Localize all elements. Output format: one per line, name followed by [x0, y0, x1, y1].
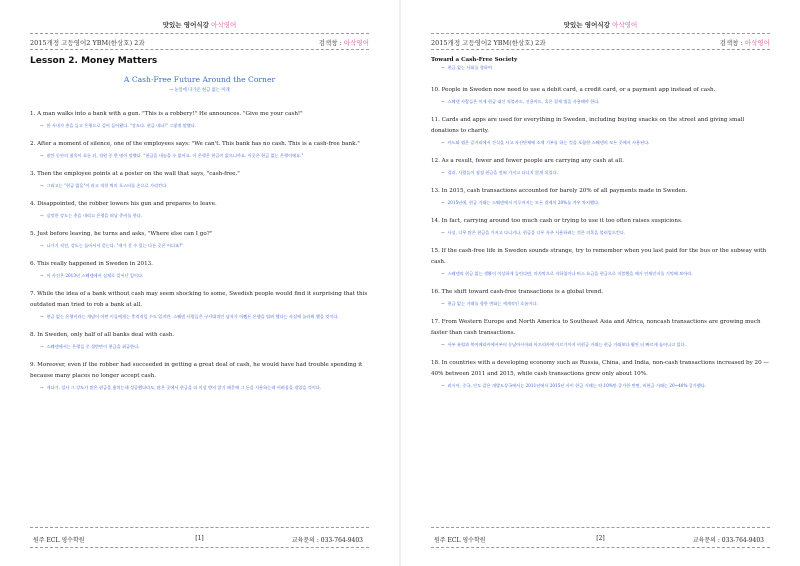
- page-2-content: [431, 54, 770, 389]
- page-1-content: [30, 54, 369, 391]
- korean-translation: [431, 98, 770, 105]
- sentence-item: [431, 115, 770, 146]
- article-title: A Cash-Free Future Around the Corner: [123, 75, 276, 84]
- korean-translation: [431, 199, 770, 206]
- footer-bottom-rule: [30, 547, 369, 548]
- editor-name: 아삭영어: [343, 39, 369, 47]
- english-sentence: 12. As a result, fewer and fewer people are carrying any cash at all.: [431, 158, 624, 164]
- header-bottom-rule: [30, 49, 369, 50]
- korean-translation: [431, 169, 770, 176]
- translation-text: 이 사건은 2013년 스웨덴에서 실제로 일어난 일이다.: [46, 273, 144, 278]
- header-top-rule: [30, 33, 369, 34]
- sentence-item: [431, 186, 770, 206]
- translation-text: 한 사내가 총을 들고 은행으로 걸어 들어왔다. "강도다. 현금 내놔!" 그렇게 말했다.: [46, 123, 197, 128]
- translation-text: 현금 없는 거래를 향한 변화는 세계적인 흐름이다.: [447, 301, 538, 306]
- sentence-item: [431, 358, 770, 389]
- english-sentence: 3. Then the employee points at a poster on the wall that says, "cash-free.": [30, 171, 240, 177]
- english-sentence: 1. A man walks into a bank with a gun. "This is a robbery!" He announces. "Give me your cash!": [30, 111, 303, 117]
- arrow-icon: →: [441, 65, 445, 70]
- english-sentence: 10. People in Sweden now need to use a debit card, a credit card, or a payment app instead of cash.: [431, 87, 716, 93]
- footer-bottom-rule: [431, 547, 770, 548]
- english-sentence: 13. In 2015, cash transactions accounted for barely 20% of all payments made in Sweden.: [431, 188, 688, 194]
- sentence-item: [30, 330, 369, 350]
- section-subtitle: → 현금 없는 사회를 향하여: [441, 65, 492, 70]
- editor-name: 아삭영어: [744, 39, 770, 47]
- arrow-icon: →: [441, 342, 445, 347]
- translation-text: 스웨덴에서는 은행들 중 절반만이 현금을 취급한다.: [46, 344, 140, 349]
- article-subtitle: → 눈앞에 다가온 현금 없는 미래: [169, 88, 230, 93]
- translation-text: 카드와 앱은 길거리에서 간식을 사고 자선단체에 소액 기부를 하는 것을 포함한 스웨덴의 모든 곳에서 사용된다.: [447, 140, 650, 145]
- korean-translation: [30, 152, 369, 159]
- korean-translation: [30, 384, 369, 391]
- korean-translation: [30, 272, 369, 279]
- footer-top-rule: [30, 527, 369, 528]
- sentence-item: [30, 259, 369, 279]
- korean-translation: [30, 313, 369, 320]
- arrow-icon: →: [441, 200, 445, 205]
- korean-translation: [431, 270, 770, 277]
- arrow-icon: →: [40, 344, 44, 349]
- footer-contact: 교육문의 : 033-764-9403: [692, 537, 764, 544]
- korean-translation: [431, 229, 770, 236]
- translation-text: 사실, 너무 많은 현금을 가지고 다니거나, 현금을 너무 자주 사용하려는 것은 의혹을 불러일으킨다.: [447, 230, 626, 235]
- english-sentence: 14. In fact, carrying around too much cash or trying to use it too often raises suspicions.: [431, 218, 683, 224]
- footer-page-number: [2]: [596, 535, 605, 542]
- english-sentence: 7. While the idea of a bank without cash may seem shocking to some, Swedish people would find it surprising that this outdated man tried to rob a bank at all.: [30, 291, 368, 308]
- arrow-icon: →: [40, 314, 44, 319]
- sentence-item: [431, 156, 770, 176]
- brand-header: [401, 20, 800, 29]
- korean-translation: [30, 122, 369, 129]
- editor-label: 검색창 :: [318, 39, 342, 47]
- arrow-icon: →: [40, 385, 44, 390]
- korean-translation: [431, 341, 770, 348]
- translation-text: 2015년에, 현금 거래는 스웨덴에서 이루어지는 모든 결제의 20%를 겨우 차지했다.: [447, 200, 600, 205]
- footer-page-number: [1]: [195, 535, 204, 542]
- course-title: 2015개정 고등영어2 YBM(한상호) 2과: [431, 39, 546, 47]
- footer-academy: 원주 ECL 영수학원: [33, 537, 85, 544]
- brand-prefix: 맛있는 영어식강: [563, 21, 610, 29]
- page-2: [401, 0, 800, 566]
- korean-translation: [30, 182, 369, 189]
- sentence-item: [30, 289, 369, 320]
- sentence-item: [431, 317, 770, 348]
- page-footer: [30, 535, 369, 544]
- translation-text: 게다가, 설사 그 강도가 많은 현금을 훔치는데 성공했더라도, 많은 곳에서 현금을 더 이상 받지 않기 때문에 그 돈을 사용하는데 어려움을 겪었을 것이다.: [46, 385, 322, 390]
- header-top-rule: [431, 33, 770, 34]
- translation-text: 스웨덴의 현금 없는 생활이 이상하게 들린다면, 마지막으로 지하철이나 버스 요금을 현금으로 지불했을 때가 언제인지를 기억해 보아라.: [447, 271, 693, 276]
- brand-accent: 아삭영어: [612, 21, 638, 29]
- english-sentence: 4. Disappointed, the robber lowers his gun and prepares to leave.: [30, 201, 217, 207]
- english-sentence: 6. This really happened in Sweden in 2013.: [30, 261, 153, 267]
- arrow-icon: →: [441, 383, 445, 388]
- page-1: [0, 0, 399, 566]
- sentence-item: [431, 216, 770, 236]
- translation-text: 잠깐 동안의 침묵이 흐른 뒤, 직원 중 한 명이 말했다. "현금을 내놓을 수 없어요. 이 은행은 현금이 없으니까요. 이곳은 현금 없는 은행이에요.": [46, 153, 304, 158]
- footer-academy: 원주 ECL 영수학원: [434, 537, 486, 544]
- arrow-icon: →: [40, 243, 44, 248]
- translation-text: 나가기 직전, 강도는 돌아서서 묻는다. "제가 갈 수 있는 다른 곳은 어디죠?": [46, 243, 184, 248]
- english-sentence: 5. Just before leaving, he turns and asks, "Where else can I go?": [30, 231, 213, 237]
- english-sentence: 11. Cards and apps are used for everything in Sweden, including buying snacks on the street and giving small donations to charity.: [431, 117, 745, 134]
- sentence-item: [30, 199, 369, 219]
- sentence-item: [431, 246, 770, 277]
- translation-text: 서부 유럽과 북아메리카에서부터 동남아시아와 아프리카에 이르기까지 비현금 거래는 현금 거래보다 훨씬 더 빠르게 늘어나고 있다.: [447, 342, 686, 347]
- korean-translation: [30, 212, 369, 219]
- editor-credit: [720, 38, 770, 47]
- arrow-icon: →: [40, 123, 44, 128]
- arrow-icon: →: [40, 273, 44, 278]
- sentence-item: [30, 139, 369, 159]
- sentence-item: [30, 229, 369, 249]
- arrow-icon: →: [441, 170, 445, 175]
- sentence-item: [30, 109, 369, 129]
- brand-prefix: 맛있는 영어식강: [162, 21, 209, 29]
- footer-contact: 교육문의 : 033-764-9403: [291, 537, 363, 544]
- english-sentence: 8. In Sweden, only half of all banks deal with cash.: [30, 332, 175, 338]
- english-sentence: 17. From Western Europe and North America to Southeast Asia and Africa, noncash transactions are growing much faster than cash transactions.: [431, 319, 761, 336]
- arrow-icon: →: [441, 99, 445, 104]
- korean-translation: [431, 300, 770, 307]
- footer-top-rule: [431, 527, 770, 528]
- course-title: 2015개정 고등영어2 YBM(한상호) 2과: [30, 39, 145, 47]
- translation-text: 그리고는 "현금 없음"이 라고 적힌 벽의 포스터를 손으로 가리킨다.: [46, 183, 168, 188]
- translation-text: 러시아, 중국, 인도 같은 개발도상국에서는 2011년에서 2015년 사이 현금 거래는 약 10%만 증가한 반면, 비현금 거래는 20~40% 증가했다.: [447, 383, 707, 388]
- korean-translation: [30, 343, 369, 350]
- english-sentence: 2. After a moment of silence, one of the employees says: "We can't. This bank has no cash. This is a cash-free bank.": [30, 141, 360, 147]
- korean-translation: [30, 242, 369, 249]
- arrow-icon: →: [441, 301, 445, 306]
- sentence-item: [30, 360, 369, 391]
- arrow-icon: →: [40, 153, 44, 158]
- sentence-item: [30, 169, 369, 189]
- english-sentence: 16. The shift toward cash-free transactions is a global trend.: [431, 289, 604, 295]
- korean-translation: [431, 382, 770, 389]
- sentence-list: [431, 85, 770, 389]
- translation-text: 현금 없는 은행이라는 개념이 어떤 이들에게는 충격적일 수도 있지만, 스웨덴 사람들은 구시대적인 남자가 어쨌든 은행을 털려 했다는 사실에 놀라워 했을 것이다.: [46, 314, 339, 319]
- arrow-icon: →: [441, 140, 445, 145]
- header-bottom-rule: [431, 49, 770, 50]
- korean-translation: [431, 139, 770, 146]
- course-header: [30, 38, 369, 48]
- arrow-icon: →: [40, 213, 44, 218]
- brand-header: [0, 20, 399, 29]
- english-sentence: 18. In countries with a developing economy such as Russia, China, and India, non-cash transactions increased by 20 — 40% between 2011 and 2015, while cash transactions grew only about 10%.: [431, 360, 770, 377]
- lesson-title: Lesson 2. Money Matters: [30, 56, 158, 66]
- english-sentence: 9. Moreover, even if the robber had succeeded in getting a great deal of cash, he would have had trouble spending it because many places no longer accept cash.: [30, 362, 363, 379]
- translation-text: 결과, 사람들이 점점 현금을 전혀 가지고 다니지 않게 되었다.: [447, 170, 558, 175]
- arrow-icon: →: [441, 271, 445, 276]
- page-footer: [431, 535, 770, 544]
- arrow-icon: →: [441, 230, 445, 235]
- arrow-icon: →: [40, 183, 44, 188]
- translation-text: 스웨덴 사람들은 이제 현금 대신 직불카드, 신용카드, 혹은 결제 앱을 사용해야 한다.: [447, 99, 600, 104]
- english-sentence: 15. If the cash-free life in Sweden sounds strange, try to remember when you last paid for the bus or the subway with cash.: [431, 248, 767, 265]
- sentence-list: [30, 109, 369, 391]
- sentence-item: [431, 85, 770, 105]
- editor-label: 검색창 :: [719, 39, 743, 47]
- course-header: [431, 38, 770, 48]
- sentence-item: [431, 287, 770, 307]
- brand-accent: 아삭영어: [211, 21, 237, 29]
- translation-text: 실망한 강도는 총을 내리고 은행을 떠날 준비를 한다.: [46, 213, 143, 218]
- section-title: Toward a Cash-Free Society: [431, 57, 518, 63]
- editor-credit: [319, 38, 369, 47]
